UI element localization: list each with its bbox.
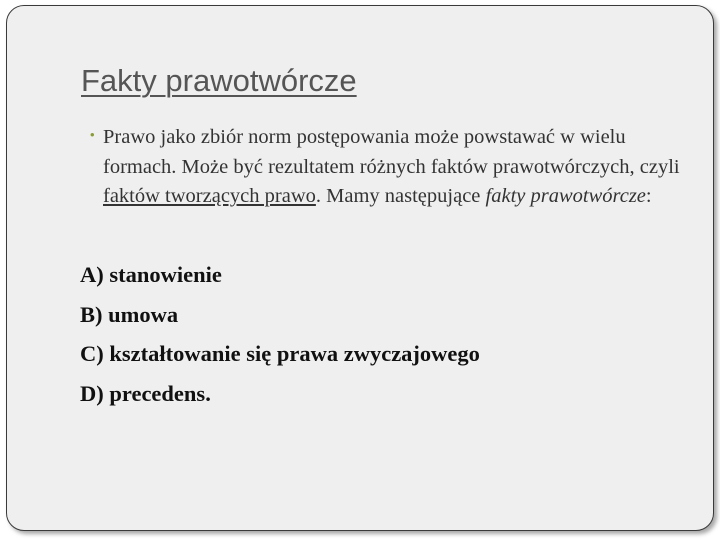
paragraph-text-3: : [645,185,652,207]
list-item: B) umowa [80,301,179,327]
paragraph-text-1: Prawo jako zbiór norm postępowania może powstawać w wielu formach. Może być rezultatem różnych faktów prawotwórczych, czyli [103,126,680,178]
paragraph-italic-text: fakty prawotwórcze [485,185,646,207]
bullet-icon: • [90,127,95,142]
list-item: C) kształtowanie się prawa zwyczajowego [80,341,480,366]
slide-title: Fakty prawotwórcze [81,63,357,98]
list-item: D) precedens. [80,380,211,406]
paragraph-underlined-text: faktów tworzących prawo [103,185,316,207]
slide-frame [6,5,714,531]
fact-list [80,255,480,413]
list-item: A) stanowienie [80,262,222,287]
body-paragraph [103,123,703,212]
paragraph-text-2: . Mamy następujące [315,185,486,207]
